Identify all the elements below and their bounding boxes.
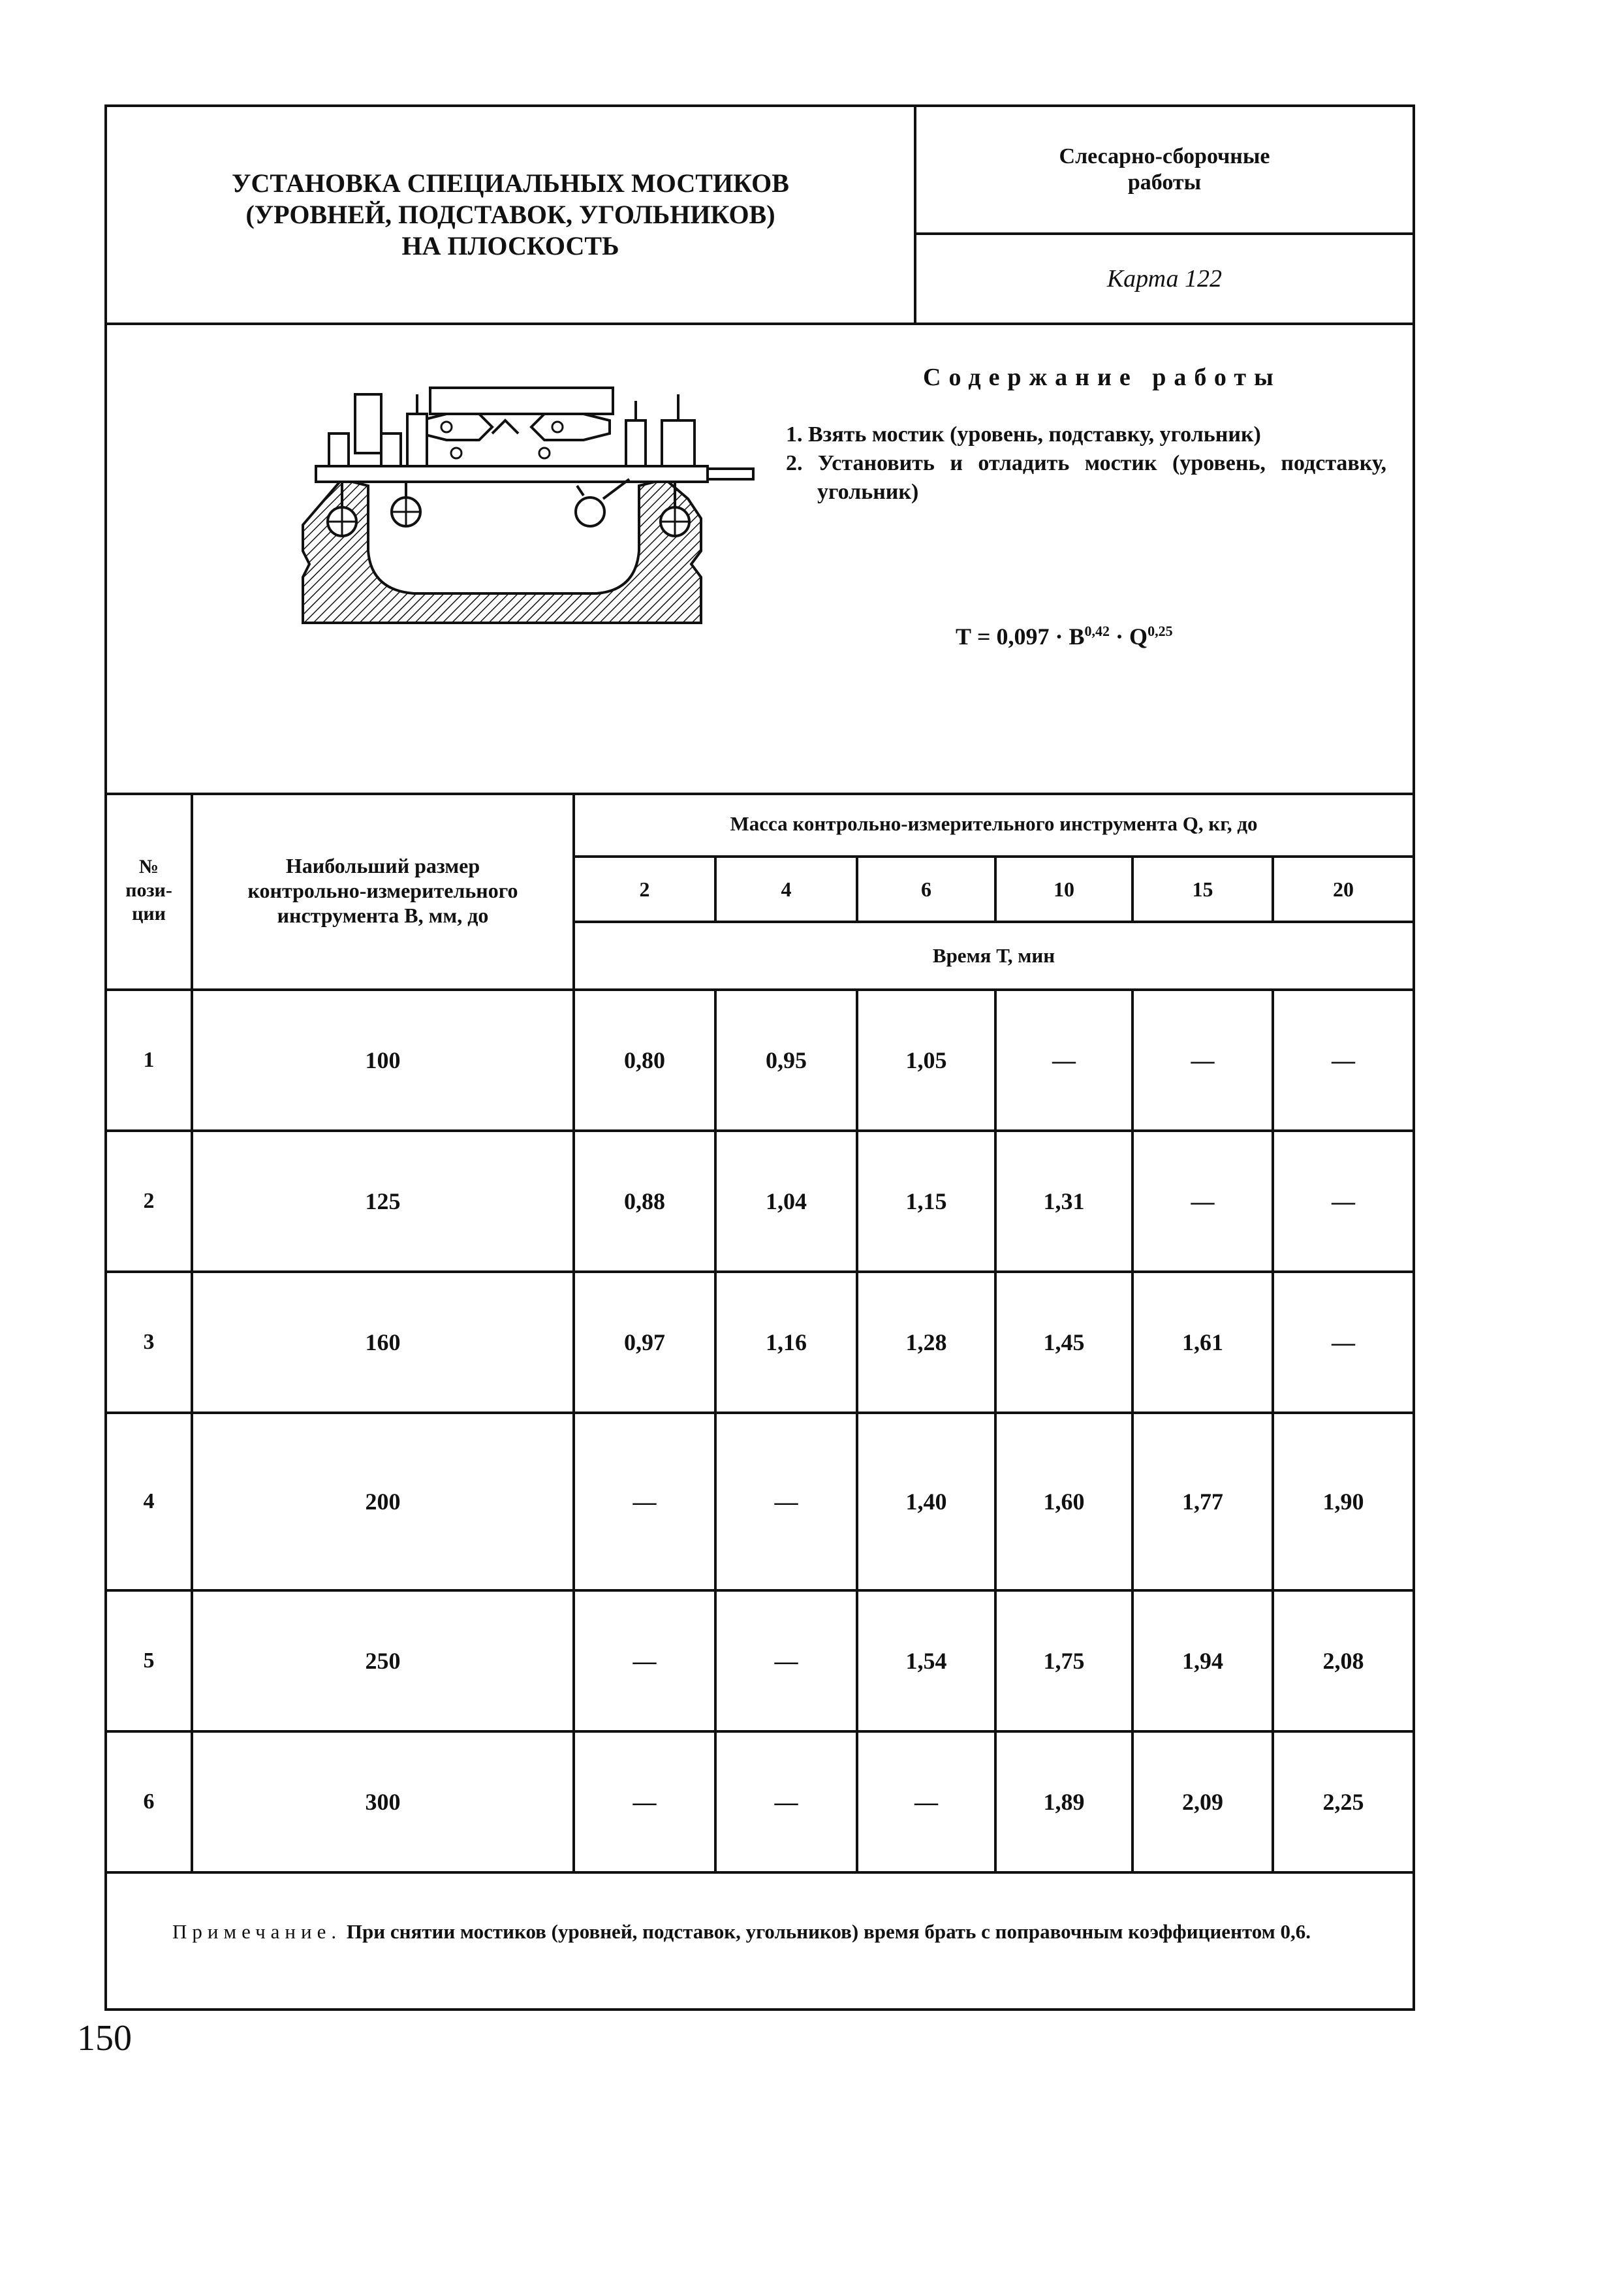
time-cell: 1,45 bbox=[995, 1272, 1132, 1413]
time-cell: 1,31 bbox=[995, 1131, 1132, 1272]
category-line: работы bbox=[1127, 170, 1202, 195]
title-line: (УРОВНЕЙ, ПОДСТАВОК, УГОЛЬНИКОВ) bbox=[245, 200, 775, 229]
time-cell: 0,80 bbox=[574, 990, 715, 1131]
q-value-header: 4 bbox=[715, 857, 857, 922]
note-label: Примечание. bbox=[172, 1920, 342, 1943]
time-cell: 1,75 bbox=[995, 1590, 1132, 1731]
time-cell: 0,88 bbox=[574, 1131, 715, 1272]
table-row bbox=[107, 1413, 1413, 1590]
size-cell: 200 bbox=[192, 1413, 574, 1590]
card-number: Карта 122 bbox=[1106, 265, 1223, 292]
time-cell: — bbox=[574, 1413, 715, 1590]
q-value-header: 15 bbox=[1132, 857, 1273, 922]
column-header-time: Время Т, мин bbox=[574, 922, 1413, 990]
table-row bbox=[107, 1731, 1413, 1872]
q-value-header: 2 bbox=[574, 857, 715, 922]
time-cell: 2,25 bbox=[1273, 1731, 1413, 1872]
time-cell: — bbox=[715, 1413, 857, 1590]
header bbox=[107, 107, 1413, 325]
formula-exponent-b: 0,42 bbox=[1084, 623, 1110, 639]
formula-mid: · Q bbox=[1110, 623, 1148, 650]
time-cell: 2,09 bbox=[1132, 1731, 1273, 1872]
work-steps bbox=[786, 420, 1386, 507]
work-step: 2. Установить и отладить мостик (уровень, подставку, угольник) bbox=[786, 451, 1386, 504]
time-cell: 1,54 bbox=[857, 1590, 995, 1731]
time-cell: 1,77 bbox=[1132, 1413, 1273, 1590]
time-cell: 1,40 bbox=[857, 1413, 995, 1590]
time-cell: 1,89 bbox=[995, 1731, 1132, 1872]
time-cell: 1,16 bbox=[715, 1272, 857, 1413]
work-step: 1. Взять мостик (уровень, подставку, угольник) bbox=[786, 422, 1261, 447]
header-line: Наибольший размер bbox=[285, 854, 480, 877]
column-header-size bbox=[192, 793, 574, 990]
header-line: пози- bbox=[125, 879, 172, 901]
time-cell: — bbox=[715, 1731, 857, 1872]
time-cell: 1,60 bbox=[995, 1413, 1132, 1590]
header-line: инструмента В, мм, до bbox=[277, 904, 489, 927]
time-cell: — bbox=[715, 1590, 857, 1731]
column-header-mass: Масса контрольно-измерительного инструмента Q, кг, до bbox=[574, 793, 1413, 857]
time-cell: — bbox=[1132, 1131, 1273, 1272]
size-cell: 125 bbox=[192, 1131, 574, 1272]
size-cell: 300 bbox=[192, 1731, 574, 1872]
position-cell: 1 bbox=[107, 990, 192, 1131]
time-cell: 1,28 bbox=[857, 1272, 995, 1413]
header-right bbox=[916, 107, 1413, 323]
footnote bbox=[172, 1917, 1399, 1947]
time-cell: — bbox=[574, 1590, 715, 1731]
table-row bbox=[107, 1272, 1413, 1413]
header-line: № bbox=[138, 856, 159, 877]
time-cell: 1,90 bbox=[1273, 1413, 1413, 1590]
time-cell: — bbox=[1132, 990, 1273, 1131]
title-line: УСТАНОВКА СПЕЦИАЛЬНЫХ МОСТИКОВ bbox=[232, 168, 789, 198]
page-number: 150 bbox=[77, 2018, 132, 2058]
time-formula bbox=[956, 623, 1173, 650]
time-cell: — bbox=[995, 990, 1132, 1131]
position-cell: 2 bbox=[107, 1131, 192, 1272]
bridge-illustration bbox=[257, 355, 792, 655]
size-cell: 250 bbox=[192, 1590, 574, 1731]
time-cell: — bbox=[1273, 1131, 1413, 1272]
position-cell: 6 bbox=[107, 1731, 192, 1872]
time-cell: 1,04 bbox=[715, 1131, 857, 1272]
time-cell: 1,94 bbox=[1132, 1590, 1273, 1731]
table-row bbox=[107, 1131, 1413, 1272]
position-cell: 3 bbox=[107, 1272, 192, 1413]
note-text: При снятии мостиков (уровней, подставок, угольников) время брать с поправочным коэффициентом 0,6. bbox=[346, 1920, 1311, 1943]
position-cell: 4 bbox=[107, 1413, 192, 1590]
size-cell: 100 bbox=[192, 990, 574, 1131]
work-heading: Содержание работы bbox=[923, 364, 1281, 391]
time-cell: 1,15 bbox=[857, 1131, 995, 1272]
q-value-header: 10 bbox=[995, 857, 1132, 922]
time-cell: 0,95 bbox=[715, 990, 857, 1131]
table-row bbox=[107, 1590, 1413, 1731]
formula-base: Т = 0,097 · В bbox=[956, 623, 1085, 650]
time-cell: 0,97 bbox=[574, 1272, 715, 1413]
page-frame bbox=[104, 104, 1415, 2011]
time-cell: — bbox=[1273, 1272, 1413, 1413]
time-cell: 1,61 bbox=[1132, 1272, 1273, 1413]
q-value-header: 6 bbox=[857, 857, 995, 922]
header-line: ции bbox=[132, 903, 166, 924]
table-row bbox=[107, 990, 1413, 1131]
category-line: Слесарно-сборочные bbox=[1059, 144, 1270, 168]
page-title bbox=[107, 107, 916, 323]
time-table bbox=[107, 793, 1413, 1874]
time-cell: — bbox=[857, 1731, 995, 1872]
formula-exponent-q: 0,25 bbox=[1148, 623, 1173, 639]
time-cell: — bbox=[574, 1731, 715, 1872]
time-cell: 2,08 bbox=[1273, 1590, 1413, 1731]
time-table-wrap bbox=[107, 793, 1413, 1874]
header-line: контрольно-измерительного bbox=[247, 879, 518, 902]
size-cell: 160 bbox=[192, 1272, 574, 1413]
time-cell: — bbox=[1273, 990, 1413, 1131]
position-cell: 5 bbox=[107, 1590, 192, 1731]
title-line: НА ПЛОСКОСТЬ bbox=[401, 231, 619, 260]
column-header-position bbox=[107, 793, 192, 990]
time-cell: 1,05 bbox=[857, 990, 995, 1131]
work-section bbox=[107, 323, 1413, 795]
q-value-header: 20 bbox=[1273, 857, 1413, 922]
work-category bbox=[916, 107, 1413, 235]
